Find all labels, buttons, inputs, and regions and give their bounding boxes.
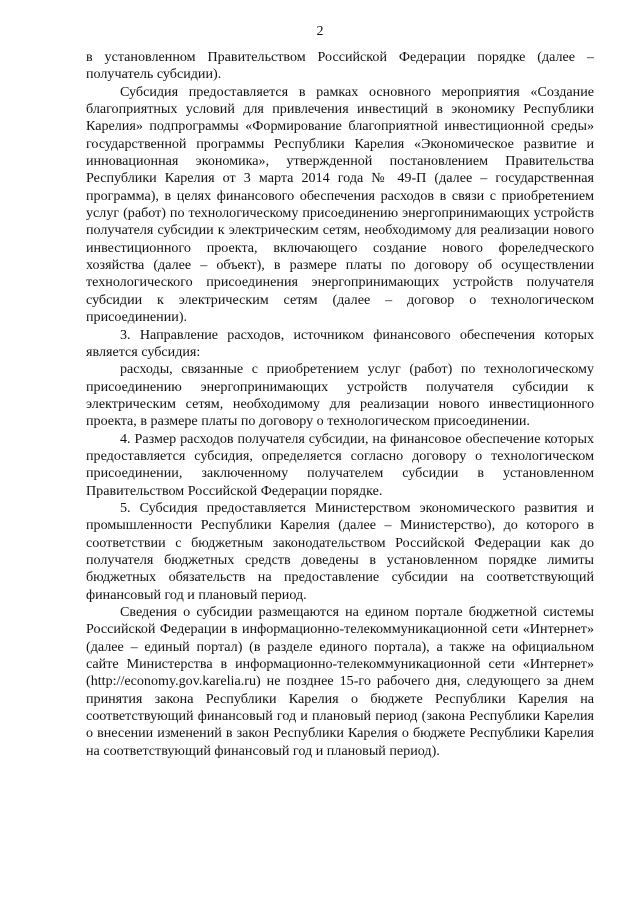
- paragraph-continuation: в установленном Правительством Российской Федерации порядке (далее – получатель субсидии).: [86, 49, 594, 83]
- paragraph-expenses: расходы, связанные с приобретением услуг (работ) по технологическому присоединению энергопринимающих устройств получателя субсидии к электрическим сетям, необходимому для реализации нового инвестиционного проекта, в размере платы по договору о технологическом присоединении.: [86, 361, 594, 430]
- paragraph-item-3: 3. Направление расходов, источником финансового обеспечения которых является субсидия:: [86, 326, 594, 360]
- page-number: 2: [316, 24, 324, 39]
- paragraph-subsidy-purpose: Субсидия предоставляется в рамках основного мероприятия «Создание благоприятных условий для привлечения инвестиций в экономику Республики Карелия» подпрограммы «Формирование благоприятной инвестиционной среды» государственной программы Республики Карелия «Экономическое развитие и инновационная экономика», утвержденной постановлением Правительства Республики Карелия от 3 марта 2014 года № 49-П (далее – государственная программа), в целях финансового обеспечения расходов в связи с приобретением услуг (работ) по технологическому присоединению энергопринимающих устройств получателя субсидии к электрическим сетям, необходимому для реализации нового инвестиционного проекта, включающего создание нового фореледческого хозяйства (далее – объект), в размере платы по договору об осуществлении технологического присоединения энергопринимающих устройств получателя субсидии к электрическим сетям (далее – договор о технологическом присоединении).: [86, 83, 594, 326]
- paragraph-item-5: 5. Субсидия предоставляется Министерством экономического развития и промышленности Республики Карелия (далее – Министерство), до которого в соответствии с бюджетным законодательством Российской Федерации как до получателя бюджетных средств доведены в установленном порядке лимиты бюджетных обязательств на предоставление субсидии на соответствующий финансовый год и плановый период.: [86, 499, 594, 603]
- document-body: [86, 49, 594, 760]
- paragraph-portal-info: Сведения о субсидии размещаются на едином портале бюджетной системы Российской Федерации в информационно-телекоммуникационной сети «Интернет» (далее – единый портал) (в разделе единого портала), а также на официальном сайте Министерства в информационно-телекоммуникационной сети «Интернет» (http://economy.gov.karelia.ru) не позднее 15-го рабочего дня, следующего за днем принятия закона Республики Карелия о бюджете Республики Карелия на соответствующий финансовый год и плановый период (закона Республики Карелия о внесении изменений в закон Республики Карелия о бюджете Республики Карелия на соответствующий финансовый год и плановый период).: [86, 604, 594, 759]
- paragraph-item-4: 4. Размер расходов получателя субсидии, на финансовое обеспечение которых предоставляется субсидия, определяется согласно договору о технологическом присоединении, заключенному получателем субсидии в установленном Правительством Российской Федерации порядке.: [86, 430, 594, 499]
